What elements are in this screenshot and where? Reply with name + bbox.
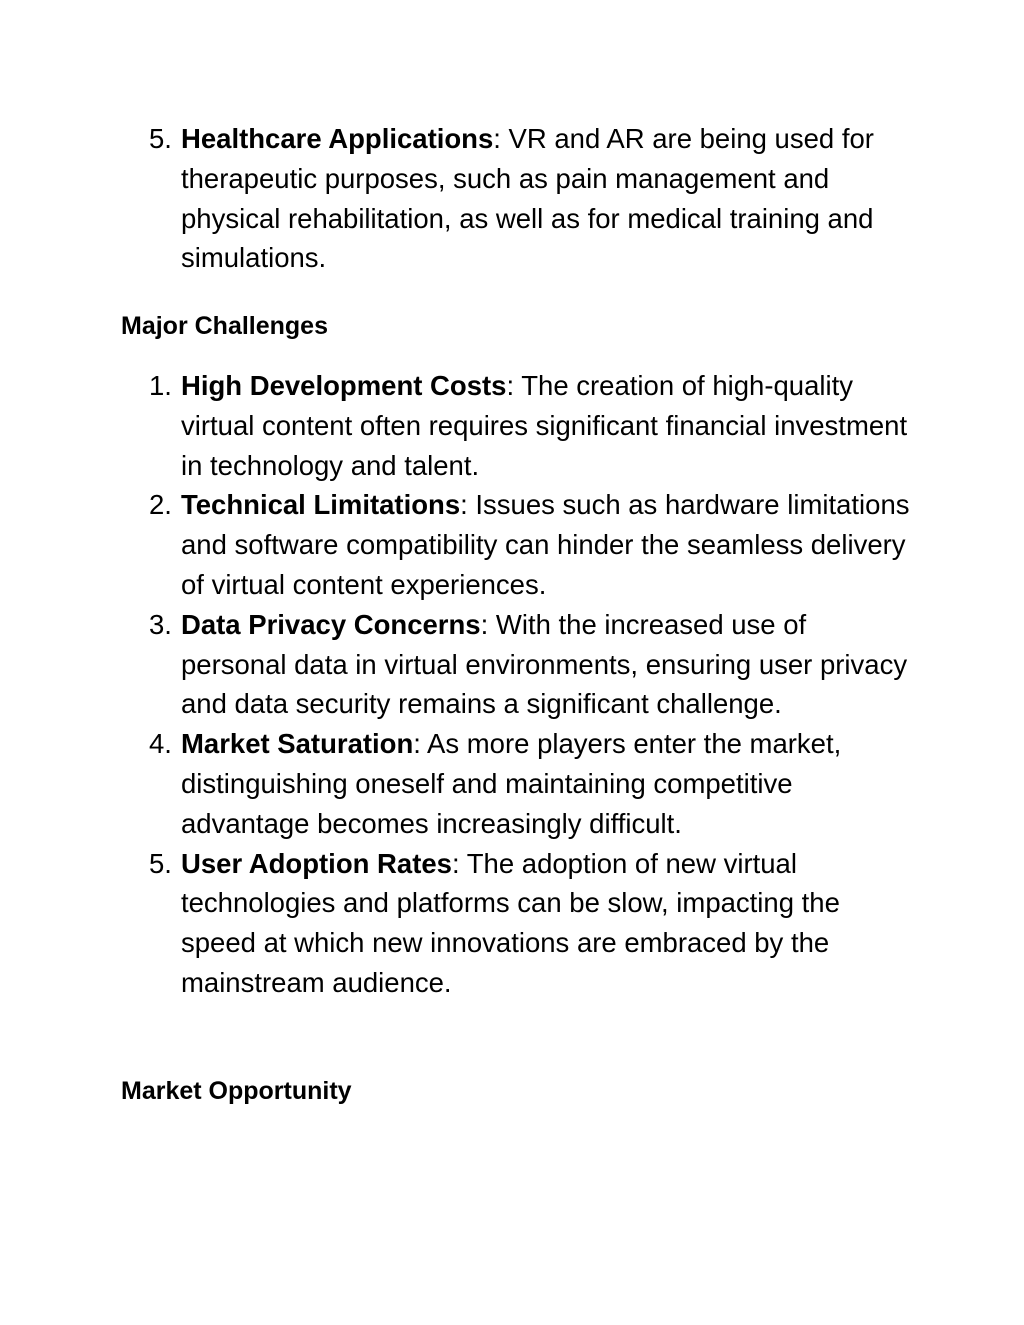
list-item-description: : Issues such as hardware limitations and software compatibility can hinder the seamless delivery of virtual content experiences. (181, 489, 910, 600)
list-item-term: High Development Costs (181, 370, 507, 401)
list-item-description: : With the increased use of personal data in virtual environments, ensuring user privacy and data security remains a significant challenge. (181, 608, 908, 720)
list-item-description: : VR and AR are being used for therapeutic purposes, such as pain management and physical rehabilitation, as well as for medical training and simulations. (181, 123, 874, 274)
list-item (0, 366, 911, 485)
section-heading-major-challenges: Major Challenges (121, 312, 328, 340)
section-heading-market-opportunity: Market Opportunity (121, 1077, 352, 1105)
list-item-description: : As more players enter the market, distinguishing oneself and maintaining competitive advantage becomes increasingly difficult. (181, 728, 842, 839)
list-item-number: 2. (149, 489, 172, 521)
list-item-number: 5. (149, 123, 172, 154)
list-item (0, 605, 911, 724)
list-item-term: User Adoption Rates (181, 847, 452, 879)
list-item-number: 1. (149, 370, 172, 401)
list-item-number: 5. (149, 847, 172, 879)
list-item-term: Market Saturation (181, 728, 414, 760)
list-item-description: : The adoption of new virtual technologies and platforms can be slow, impacting the speed at which new innovations are embraced by the mainstream audience. (181, 847, 840, 998)
applications-list-continued (0, 119, 1024, 278)
list-item-number: 4. (149, 728, 172, 760)
list-item-number: 3. (149, 608, 172, 640)
challenges-list (0, 366, 1024, 1003)
list-item (0, 724, 911, 843)
list-item-term: Data Privacy Concerns (181, 608, 481, 640)
list-item (0, 485, 911, 604)
list-item-term: Technical Limitations (181, 489, 461, 521)
list-item-description: : The creation of high-quality virtual content often requires significant financial investment in technology and talent. (181, 370, 908, 481)
list-item (0, 844, 911, 1003)
list-item (0, 119, 911, 278)
list-item-term: Healthcare Applications (181, 123, 494, 154)
